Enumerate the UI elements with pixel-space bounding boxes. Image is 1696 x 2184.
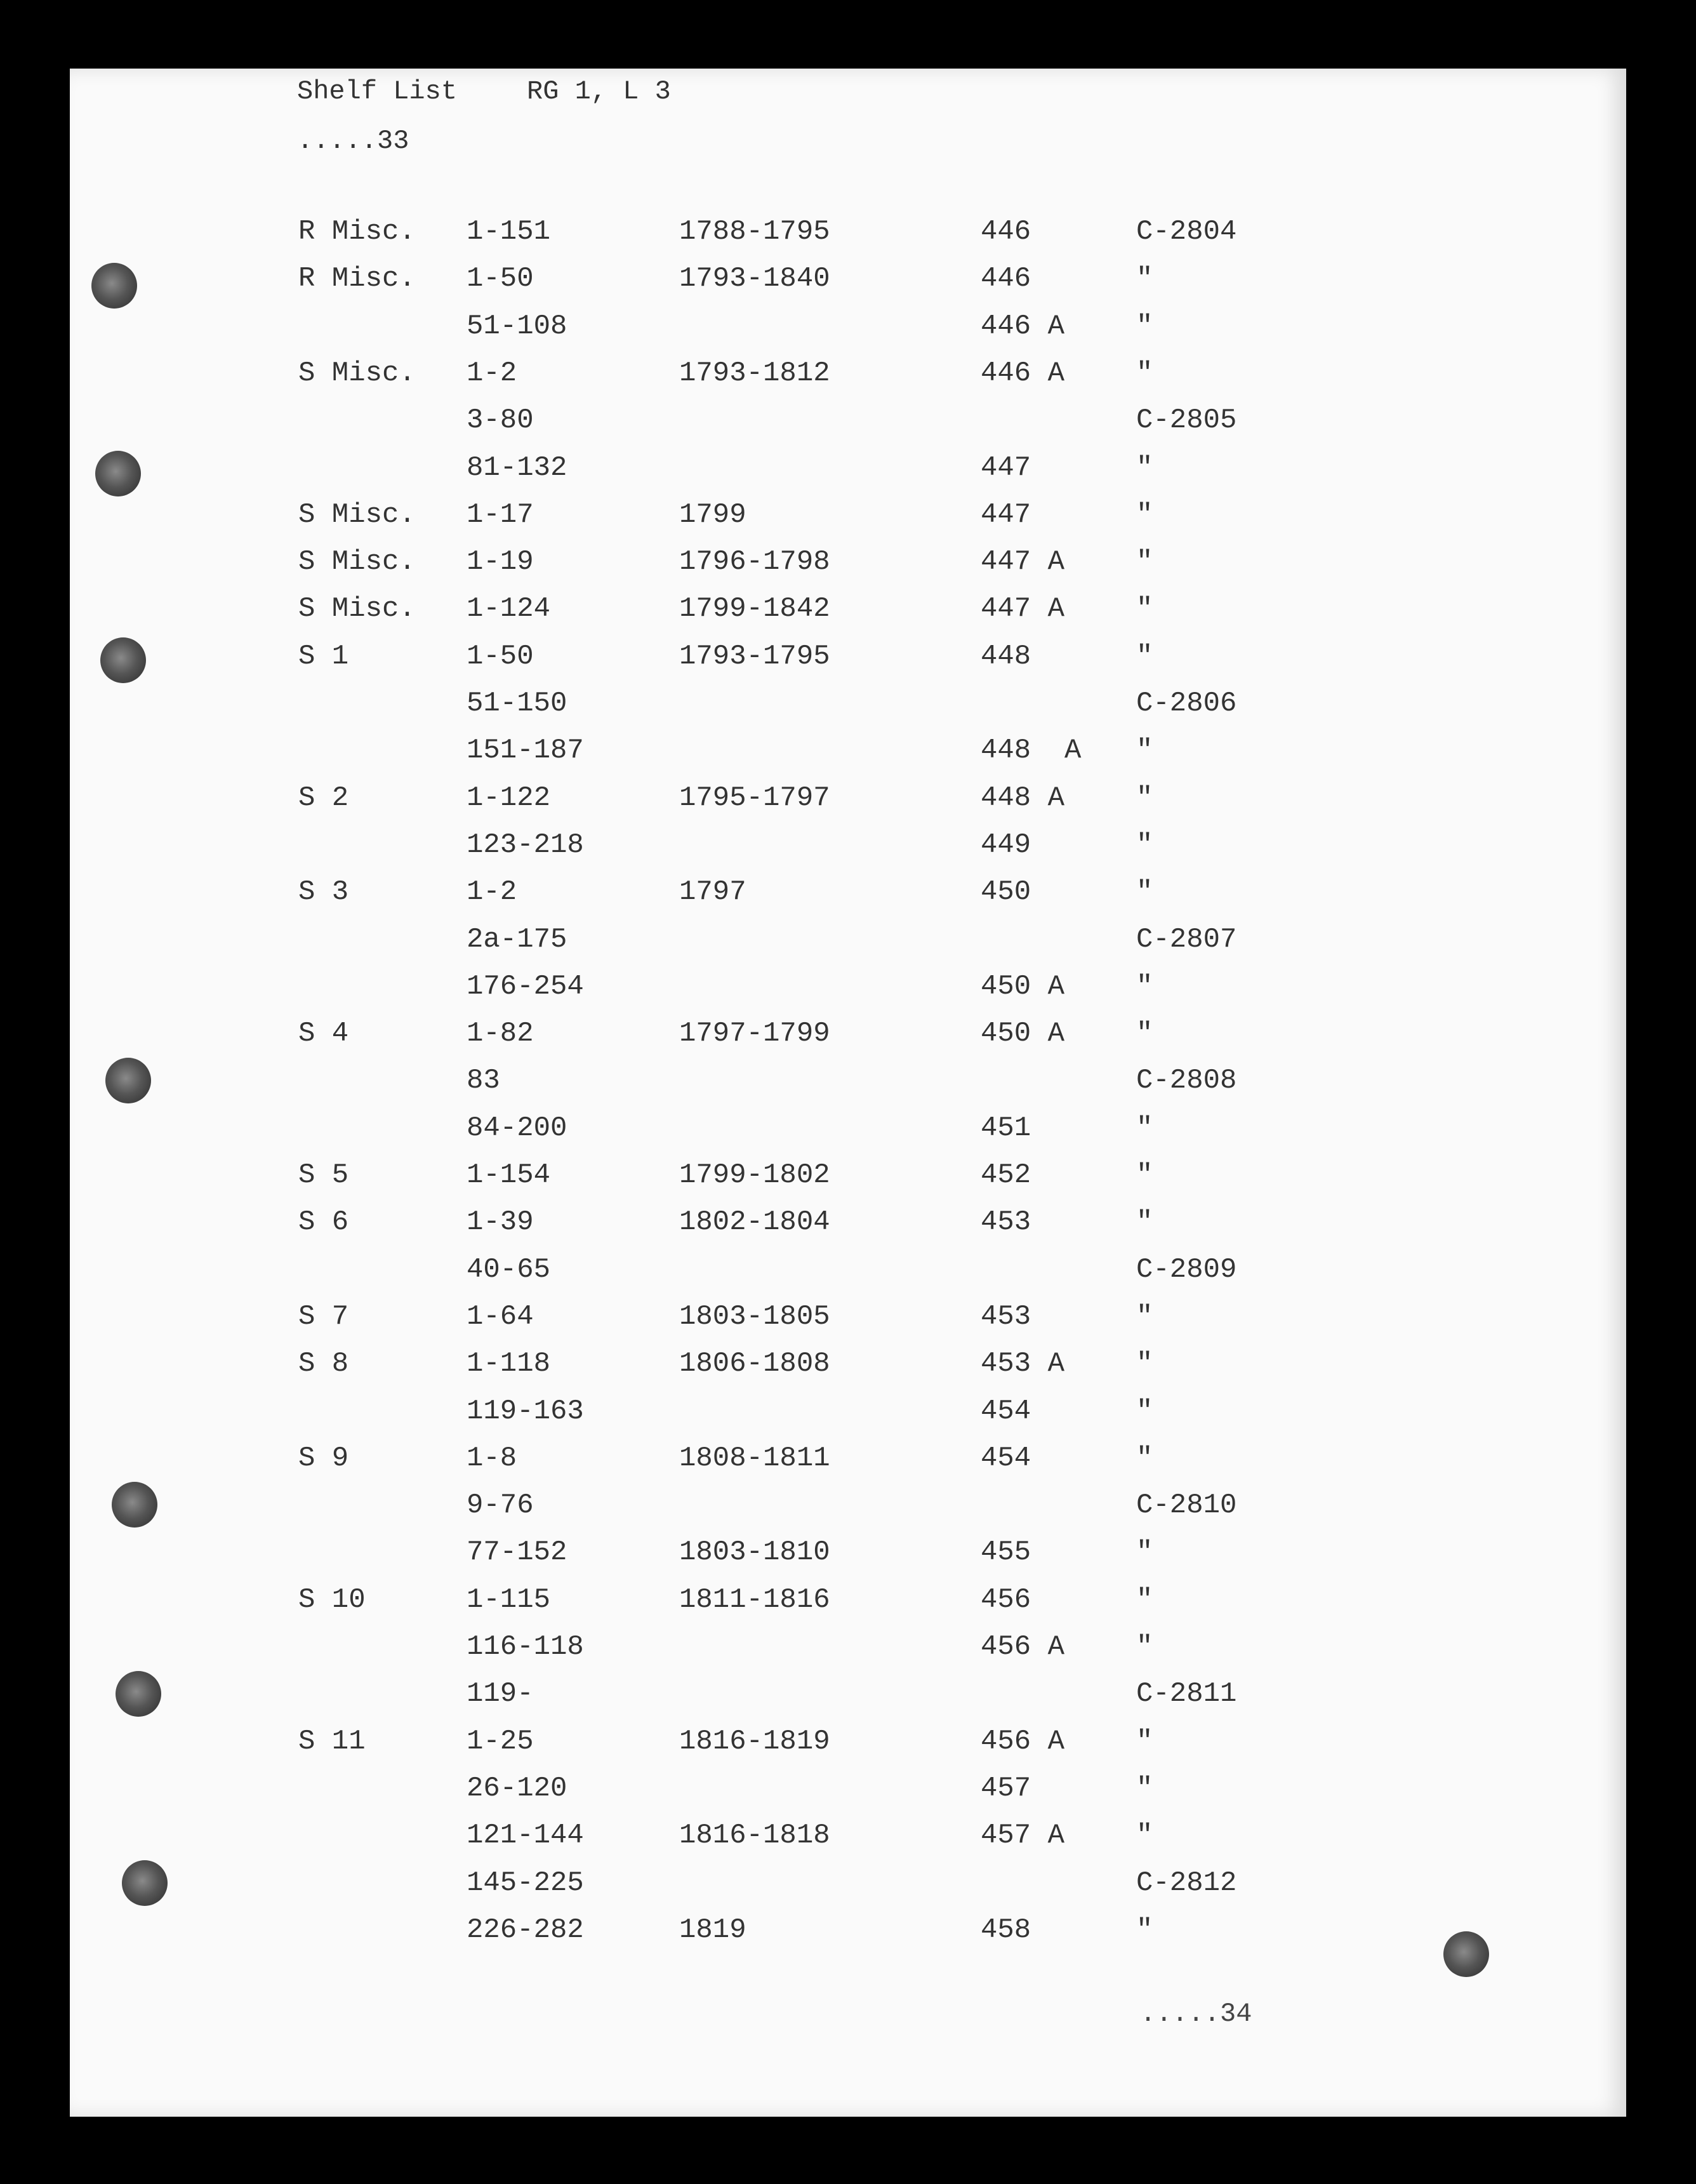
series-cell: S 10 — [298, 1583, 366, 1616]
document-page — [70, 69, 1626, 2117]
box-cell: 446 A — [981, 357, 1065, 389]
years-cell: 1793-1795 — [679, 640, 830, 672]
box-cell: 446 — [981, 263, 1031, 295]
reel-cell: " — [1136, 546, 1153, 578]
table-row — [70, 1395, 1626, 1442]
range-cell: 1-50 — [467, 640, 534, 672]
range-cell: 1-2 — [467, 357, 517, 389]
reel-cell: " — [1136, 1442, 1153, 1474]
range-cell: 3-80 — [467, 404, 534, 437]
box-cell: 456 A — [981, 1631, 1065, 1663]
table-row — [70, 782, 1626, 829]
range-cell: 1-122 — [467, 782, 551, 814]
series-cell: S 1 — [298, 640, 349, 672]
table-row — [70, 1584, 1626, 1631]
table-row — [70, 1442, 1626, 1489]
reel-cell: " — [1136, 1583, 1153, 1616]
box-cell: 449 — [981, 829, 1031, 861]
box-cell: 446 A — [981, 310, 1065, 342]
reel-cell: " — [1136, 640, 1153, 672]
years-cell: 1803-1805 — [679, 1300, 830, 1333]
years-cell: 1797 — [679, 876, 746, 909]
series-cell: S 8 — [298, 1348, 349, 1380]
series-cell: S 11 — [298, 1725, 366, 1757]
series-cell: S 7 — [298, 1300, 349, 1333]
range-cell: 51-150 — [467, 688, 567, 719]
reel-cell: " — [1136, 876, 1153, 909]
box-cell: 457 — [981, 1772, 1031, 1804]
range-cell: 51-108 — [467, 310, 567, 342]
box-cell: 453 — [981, 1300, 1031, 1333]
years-cell: 1793-1812 — [679, 357, 830, 389]
table-row — [70, 1726, 1626, 1773]
box-cell: 458 — [981, 1914, 1031, 1946]
range-cell: 83 — [467, 1065, 500, 1097]
reel-cell: " — [1136, 1348, 1153, 1380]
range-cell: 1-8 — [467, 1442, 517, 1474]
reel-cell: C-2810 — [1136, 1489, 1237, 1522]
table-row — [70, 641, 1626, 688]
reel-cell: " — [1136, 735, 1153, 767]
box-cell: 448 A — [981, 735, 1082, 767]
box-cell: 454 — [981, 1442, 1031, 1474]
series-cell: S 2 — [298, 782, 349, 814]
table-row — [70, 404, 1626, 451]
range-cell: 145-225 — [467, 1867, 584, 1899]
series-cell: R Misc. — [298, 216, 416, 248]
reel-cell: " — [1136, 1772, 1153, 1804]
box-cell: 447 A — [981, 593, 1065, 625]
box-cell: 453 A — [981, 1348, 1065, 1380]
box-cell: 447 — [981, 451, 1031, 484]
reel-cell: " — [1136, 1631, 1153, 1663]
box-cell: 447 A — [981, 546, 1065, 578]
range-cell: 116-118 — [467, 1631, 584, 1663]
range-cell: 84-200 — [467, 1112, 567, 1144]
table-row — [70, 546, 1626, 593]
reel-cell: C-2806 — [1136, 688, 1237, 719]
years-cell: 1806-1808 — [679, 1348, 830, 1380]
reel-cell: " — [1136, 263, 1153, 295]
table-row — [70, 1018, 1626, 1065]
table-row — [70, 876, 1626, 923]
reel-cell: " — [1136, 1725, 1153, 1757]
table-row — [70, 593, 1626, 640]
table-row — [70, 1159, 1626, 1206]
table-row — [70, 829, 1626, 876]
reel-cell: " — [1136, 1206, 1153, 1239]
range-cell: 1-19 — [467, 546, 534, 578]
box-cell: 448 A — [981, 782, 1065, 814]
box-cell: 446 — [981, 216, 1031, 248]
reel-cell: " — [1136, 310, 1153, 342]
box-cell: 456 — [981, 1583, 1031, 1616]
box-cell: 456 A — [981, 1725, 1065, 1757]
reel-cell: C-2805 — [1136, 404, 1237, 437]
reel-cell: " — [1136, 1018, 1153, 1050]
next-page-reference: .....34 — [1140, 1999, 1252, 2029]
range-cell: 1-50 — [467, 263, 534, 295]
range-cell: 2a-175 — [467, 923, 567, 956]
page-reference: .....33 — [297, 126, 409, 156]
reel-cell: C-2809 — [1136, 1253, 1237, 1286]
table-row — [70, 971, 1626, 1018]
years-cell: 1802-1804 — [679, 1206, 830, 1239]
range-cell: 1-154 — [467, 1159, 551, 1191]
reel-cell: " — [1136, 1159, 1153, 1191]
reel-cell: " — [1136, 1300, 1153, 1333]
years-cell: 1803-1810 — [679, 1536, 830, 1569]
reel-cell: " — [1136, 1536, 1153, 1569]
range-cell: 1-25 — [467, 1725, 534, 1757]
range-cell: 119- — [467, 1678, 534, 1710]
range-cell: 1-115 — [467, 1583, 551, 1616]
range-cell: 1-17 — [467, 498, 534, 531]
table-row — [70, 1536, 1626, 1583]
years-cell: 1811-1816 — [679, 1583, 830, 1616]
series-cell: S 4 — [298, 1018, 349, 1050]
reel-cell: " — [1136, 498, 1153, 531]
table-row — [70, 1206, 1626, 1253]
range-cell: 226-282 — [467, 1914, 584, 1946]
reel-cell: " — [1136, 451, 1153, 484]
table-row — [70, 263, 1626, 310]
reel-cell: " — [1136, 357, 1153, 389]
box-cell: 448 — [981, 640, 1031, 672]
range-cell: 1-2 — [467, 876, 517, 909]
range-cell: 81-132 — [467, 451, 567, 484]
box-cell: 452 — [981, 1159, 1031, 1191]
table-row — [70, 1301, 1626, 1348]
range-cell: 9-76 — [467, 1489, 534, 1522]
box-cell: 450 A — [981, 1018, 1065, 1050]
series-cell: S 6 — [298, 1206, 349, 1239]
range-cell: 40-65 — [467, 1253, 551, 1286]
table-row — [70, 1254, 1626, 1301]
range-cell: 26-120 — [467, 1772, 567, 1804]
reel-cell: C-2807 — [1136, 923, 1237, 956]
reel-cell: " — [1136, 1914, 1153, 1946]
table-row — [70, 1820, 1626, 1867]
range-cell: 1-64 — [467, 1300, 534, 1333]
table-row — [70, 452, 1626, 499]
table-row — [70, 499, 1626, 546]
years-cell: 1799-1842 — [679, 593, 830, 625]
box-cell: 451 — [981, 1112, 1031, 1144]
years-cell: 1799 — [679, 498, 746, 531]
record-group: RG 1, L 3 — [527, 76, 671, 107]
document-title: Shelf List — [297, 76, 458, 107]
range-cell: 77-152 — [467, 1536, 567, 1569]
years-cell: 1819 — [679, 1914, 746, 1946]
table-row — [70, 1631, 1626, 1678]
reel-cell: " — [1136, 829, 1153, 861]
years-cell: 1808-1811 — [679, 1442, 830, 1474]
reel-cell: C-2812 — [1136, 1867, 1237, 1899]
series-cell: S Misc. — [298, 357, 416, 389]
reel-cell: " — [1136, 1112, 1153, 1144]
box-cell: 453 — [981, 1206, 1031, 1239]
range-cell: 1-124 — [467, 593, 551, 625]
years-cell: 1816-1818 — [679, 1820, 830, 1852]
range-cell: 119-163 — [467, 1395, 584, 1427]
table-row — [70, 216, 1626, 263]
series-cell: S Misc. — [298, 498, 416, 531]
box-cell: 454 — [981, 1395, 1031, 1427]
reel-cell: " — [1136, 1395, 1153, 1427]
range-cell: 1-82 — [467, 1018, 534, 1050]
series-cell: S Misc. — [298, 546, 416, 578]
range-cell: 151-187 — [467, 735, 584, 767]
table-row — [70, 1867, 1626, 1914]
table-row — [70, 688, 1626, 735]
table-row — [70, 735, 1626, 782]
table-row — [70, 310, 1626, 357]
series-cell: S 5 — [298, 1159, 349, 1191]
reel-cell: C-2811 — [1136, 1678, 1237, 1710]
reel-cell: C-2808 — [1136, 1065, 1237, 1097]
reel-cell: " — [1136, 1820, 1153, 1852]
table-row — [70, 1773, 1626, 1820]
box-cell: 450 — [981, 876, 1031, 909]
series-cell: S 9 — [298, 1442, 349, 1474]
series-cell: R Misc. — [298, 263, 416, 295]
range-cell: 121-144 — [467, 1820, 584, 1852]
years-cell: 1795-1797 — [679, 782, 830, 814]
range-cell: 1-39 — [467, 1206, 534, 1239]
table-row — [70, 1348, 1626, 1395]
range-cell: 176-254 — [467, 970, 584, 1002]
table-row — [70, 924, 1626, 971]
box-cell: 450 A — [981, 970, 1065, 1002]
reel-cell: " — [1136, 593, 1153, 625]
series-cell: S Misc. — [298, 593, 416, 625]
years-cell: 1799-1802 — [679, 1159, 830, 1191]
table-row — [70, 1489, 1626, 1536]
range-cell: 123-218 — [467, 829, 584, 861]
table-row — [70, 1112, 1626, 1159]
box-cell: 455 — [981, 1536, 1031, 1569]
table-row — [70, 1914, 1626, 1961]
range-cell: 1-118 — [467, 1348, 551, 1380]
box-cell: 447 — [981, 498, 1031, 531]
reel-cell: " — [1136, 782, 1153, 814]
range-cell: 1-151 — [467, 216, 551, 248]
years-cell: 1793-1840 — [679, 263, 830, 295]
reel-cell: C-2804 — [1136, 216, 1237, 248]
reel-cell: " — [1136, 970, 1153, 1002]
table-row — [70, 357, 1626, 404]
table-row — [70, 1065, 1626, 1112]
years-cell: 1797-1799 — [679, 1018, 830, 1050]
table-row — [70, 1678, 1626, 1725]
years-cell: 1796-1798 — [679, 546, 830, 578]
series-cell: S 3 — [298, 876, 349, 909]
years-cell: 1816-1819 — [679, 1725, 830, 1757]
years-cell: 1788-1795 — [679, 216, 830, 248]
box-cell: 457 A — [981, 1820, 1065, 1852]
